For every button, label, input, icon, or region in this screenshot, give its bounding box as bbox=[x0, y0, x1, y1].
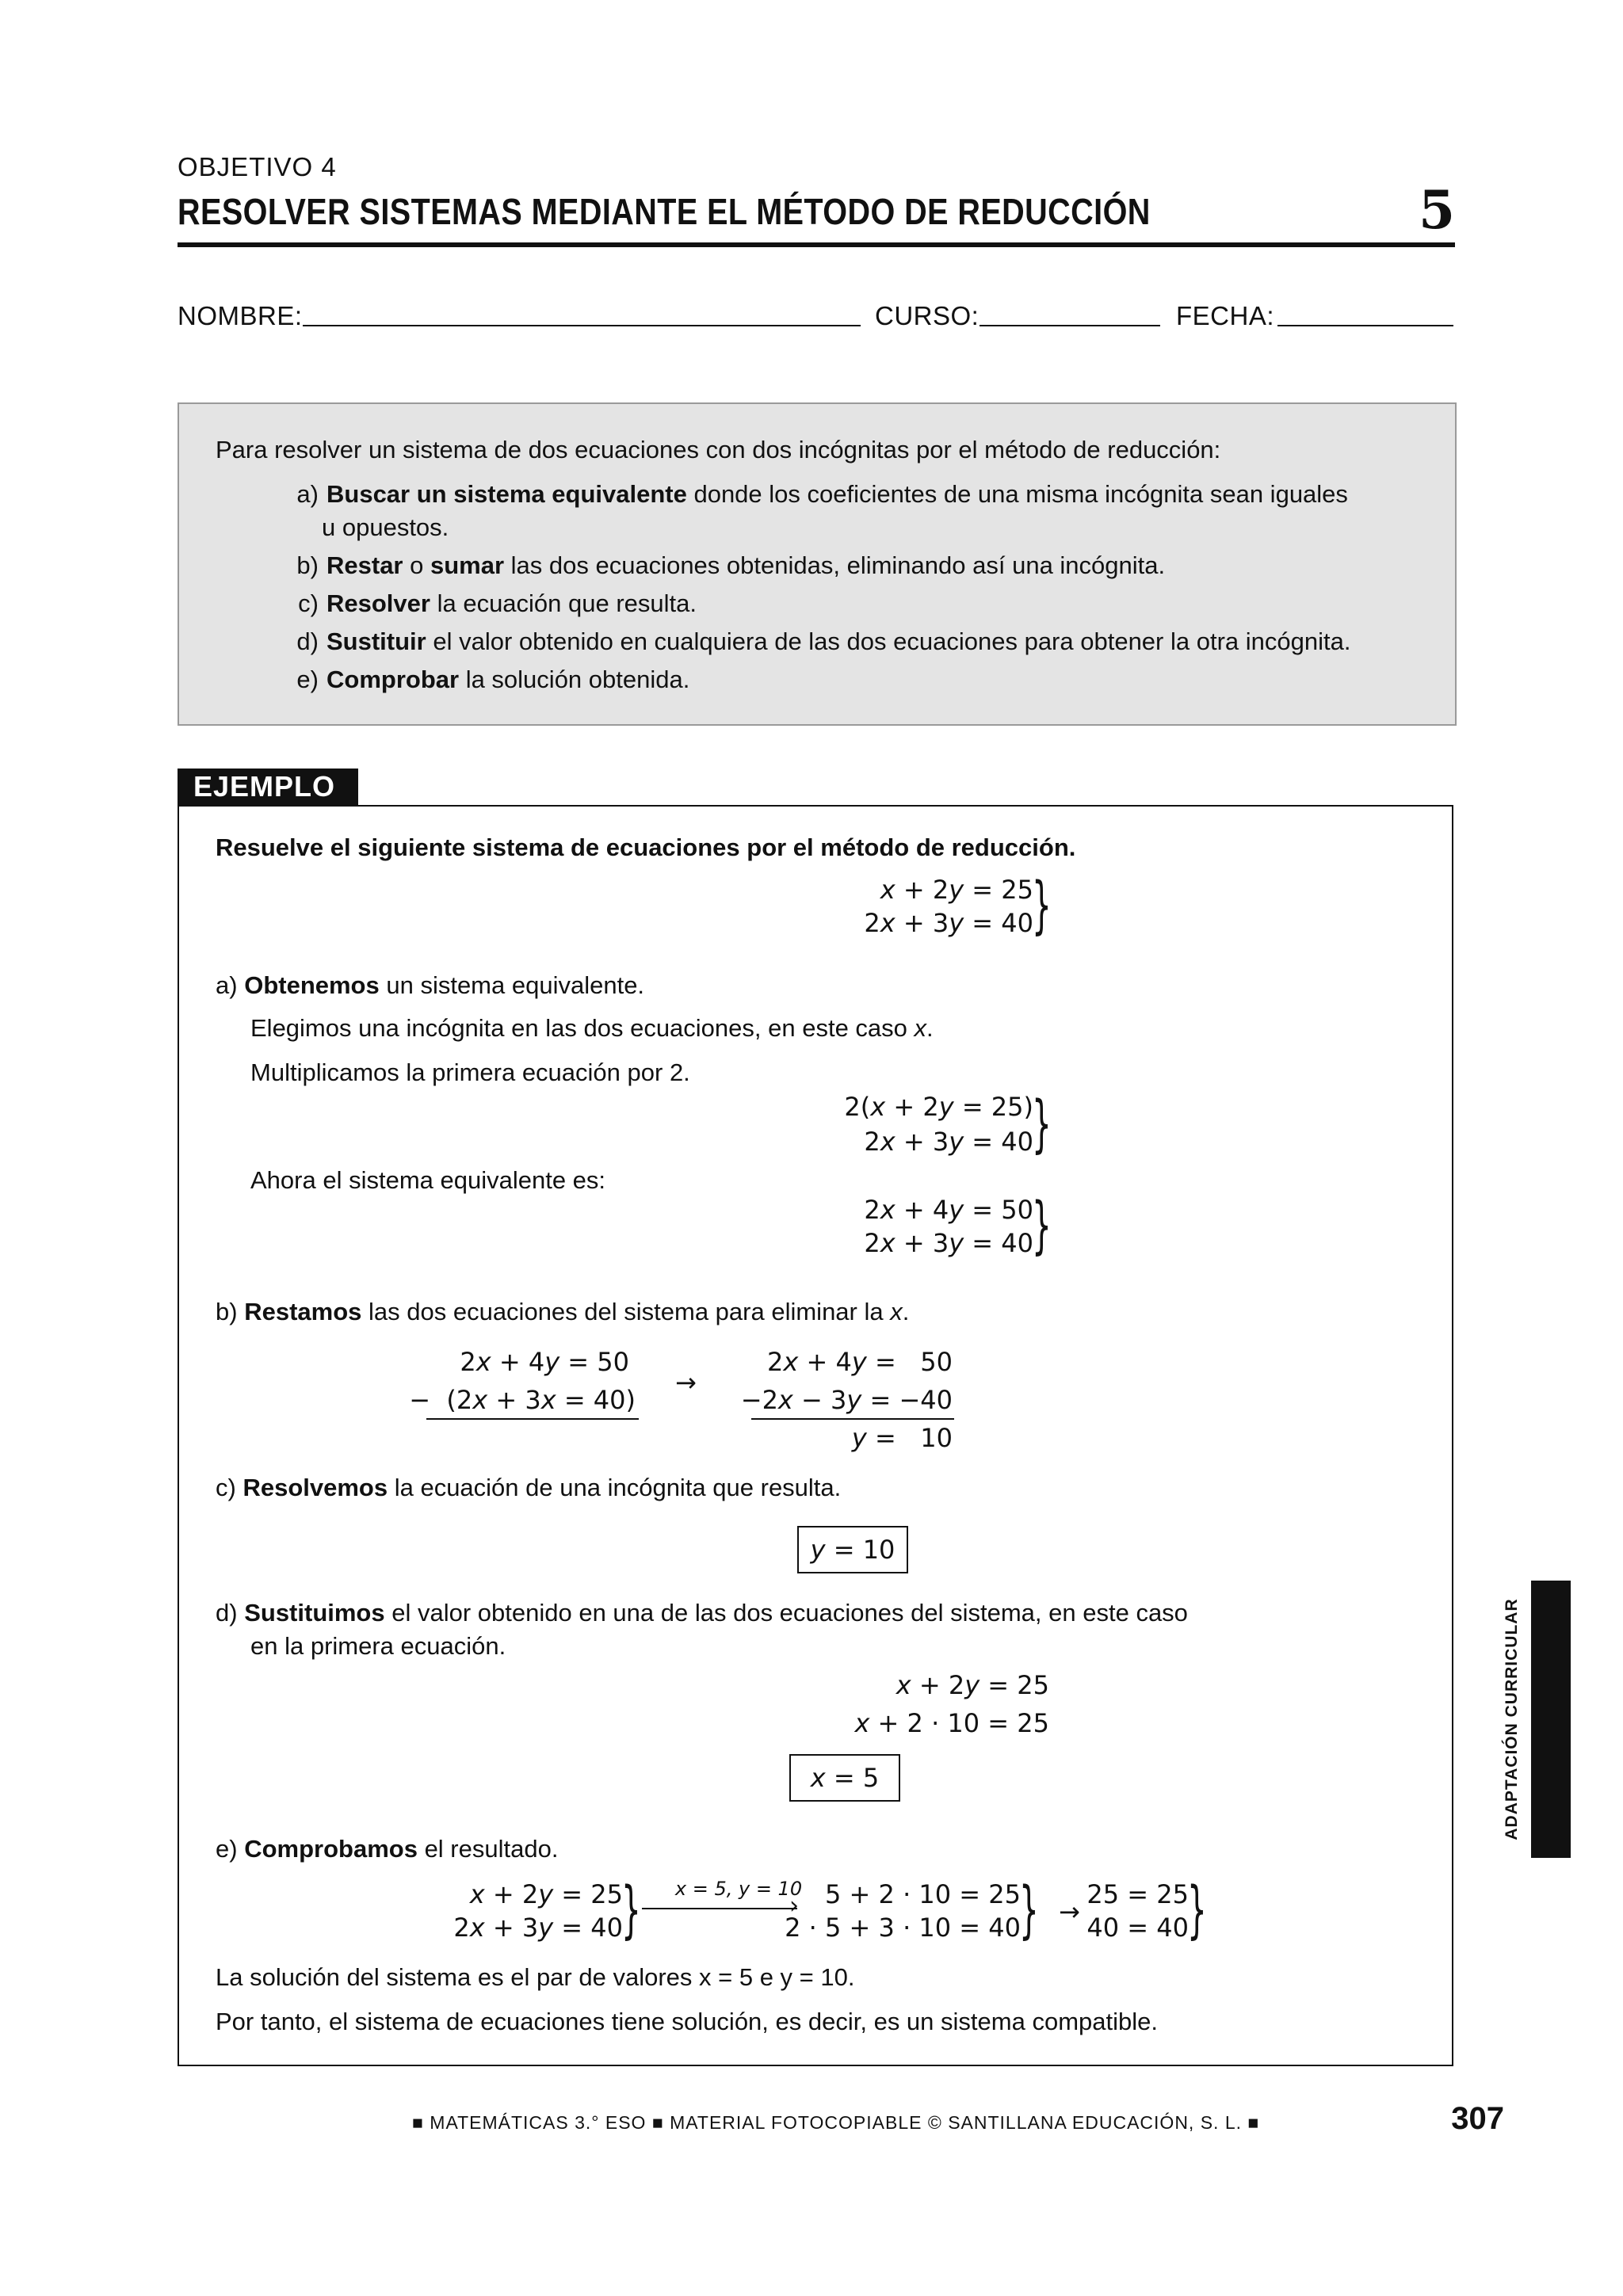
sub-left-2: − (2x + 3x = 40) bbox=[409, 1385, 636, 1415]
arrow-icon: → bbox=[675, 1367, 697, 1398]
eq-equiv-2: 2x + 3y = 40 bbox=[864, 1228, 1033, 1258]
check-orig-2: 2x + 3y = 40 bbox=[453, 1913, 623, 1943]
check-sub-2: 2 · 5 + 3 · 10 = 40 bbox=[785, 1913, 1021, 1943]
example-tab: EJEMPLO bbox=[178, 769, 358, 805]
sub-eq-2: x + 2 · 10 = 25 bbox=[854, 1708, 1049, 1738]
sub-left-rule bbox=[426, 1418, 639, 1420]
check-res-2: 40 = 40 bbox=[1086, 1913, 1189, 1943]
conclusion-1: La solución del sistema es el par de valores x = 5 e y = 10. bbox=[216, 1963, 855, 1991]
objective-label: OBJETIVO 4 bbox=[178, 152, 337, 181]
check-orig-1: x + 2y = 25 bbox=[469, 1879, 623, 1909]
step-a-line2: Multiplicamos la primera ecuación por 2. bbox=[250, 1058, 690, 1086]
step-d-cont: en la primera ecuación. bbox=[250, 1632, 506, 1660]
step-c: c) Resolver la ecuación que resulta. bbox=[298, 589, 697, 617]
brace: } bbox=[1032, 1089, 1052, 1160]
step-a-line1: Elegimos una incógnita en las dos ecuaciones, en este caso x. bbox=[250, 1014, 934, 1042]
step-d-heading: d) Sustituimos el valor obtenido en una de las dos ecuaciones del sistema, en este caso bbox=[216, 1599, 1188, 1627]
step-a-cont: u opuestos. bbox=[322, 513, 449, 541]
side-label: ADAPTACIÓN CURRICULAR bbox=[1503, 1598, 1521, 1840]
step-d: d) Sustituir el valor obtenido en cualquiera de las dos ecuaciones para obtener la otra incógnita. bbox=[296, 627, 1351, 655]
example-statement: Resuelve el siguiente sistema de ecuaciones por el método de reducción. bbox=[216, 833, 1076, 861]
eq-system-1: x + 2y = 25 bbox=[880, 875, 1033, 905]
brace: } bbox=[1187, 1875, 1207, 1946]
eq-system-2: 2x + 3y = 40 bbox=[864, 908, 1033, 938]
name-field[interactable] bbox=[303, 325, 861, 326]
step-b-heading: b) Restamos las dos ecuaciones del sistema para eliminar la x. bbox=[216, 1298, 910, 1325]
brace: } bbox=[621, 1875, 641, 1946]
eq-mult-1: 2(x + 2y = 25) bbox=[844, 1092, 1033, 1122]
arrow-icon: → bbox=[1059, 1897, 1080, 1927]
arrow-head-icon: › bbox=[789, 1892, 799, 1920]
sub-eq-1: x + 2y = 25 bbox=[896, 1670, 1049, 1700]
check-res-1: 25 = 25 bbox=[1086, 1879, 1189, 1909]
page-number: 307 bbox=[1451, 2101, 1504, 2136]
date-field[interactable] bbox=[1277, 325, 1453, 326]
step-c-heading: c) Resolvemos la ecuación de una incógnita que resulta. bbox=[216, 1474, 842, 1501]
step-b: b) Restar o sumar las dos ecuaciones obtenidas, eliminando así una incógnita. bbox=[296, 551, 1166, 579]
arrow-line bbox=[642, 1908, 797, 1909]
side-tab bbox=[1531, 1581, 1571, 1858]
brace: } bbox=[1032, 870, 1052, 941]
check-sub-1: 5 + 2 · 10 = 25 bbox=[825, 1879, 1021, 1909]
course-label: CURSO: bbox=[875, 301, 980, 330]
conclusion-2: Por tanto, el sistema de ecuaciones tiene solución, es decir, es un sistema compatible. bbox=[216, 2008, 1158, 2035]
method-summary-box bbox=[178, 402, 1457, 726]
step-e: e) Comprobar la solución obtenida. bbox=[296, 666, 690, 693]
sub-result: y = 10 bbox=[851, 1423, 953, 1453]
brace: } bbox=[1032, 1190, 1052, 1261]
step-a-line3: Ahora el sistema equivalente es: bbox=[250, 1166, 606, 1194]
course-field[interactable] bbox=[980, 325, 1160, 326]
sub-right-1: 2x + 4y = 50 bbox=[767, 1347, 953, 1377]
sub-right-rule bbox=[751, 1418, 954, 1420]
method-intro: Para resolver un sistema de dos ecuaciones con dos incógnitas por el método de reducción: bbox=[216, 436, 1221, 463]
step-e-heading: e) Comprobamos el resultado. bbox=[216, 1835, 559, 1863]
result-y-box: y = 10 bbox=[797, 1526, 908, 1573]
sub-left-1: 2x + 4y = 50 bbox=[460, 1347, 629, 1377]
page-title: RESOLVER SISTEMAS MEDIANTE EL MÉTODO DE REDUCCIÓN bbox=[178, 191, 1151, 232]
unit-number: 5 bbox=[1419, 179, 1455, 241]
footer-text: ■ MATEMÁTICAS 3.° ESO ■ MATERIAL FOTOCOPIABLE © SANTILLANA EDUCACIÓN, S. L. ■ bbox=[412, 2112, 1260, 2133]
example-box bbox=[178, 805, 1453, 2066]
result-x-box: x = 5 bbox=[789, 1754, 900, 1802]
eq-equiv-1: 2x + 4y = 50 bbox=[864, 1195, 1033, 1225]
sub-right-2: −2x − 3y = −40 bbox=[740, 1385, 953, 1415]
title-divider bbox=[178, 242, 1455, 247]
date-label: FECHA: bbox=[1176, 301, 1275, 330]
step-a: a) Buscar un sistema equivalente donde los coeficientes de una misma incógnita sean iguales bbox=[296, 480, 1348, 508]
step-a-heading: a) Obtenemos un sistema equivalente. bbox=[216, 971, 645, 999]
brace: } bbox=[1019, 1875, 1039, 1946]
arrow-label: x = 5, y = 10 bbox=[674, 1878, 803, 1900]
name-label: NOMBRE: bbox=[178, 301, 303, 330]
eq-mult-2: 2x + 3y = 40 bbox=[864, 1127, 1033, 1157]
